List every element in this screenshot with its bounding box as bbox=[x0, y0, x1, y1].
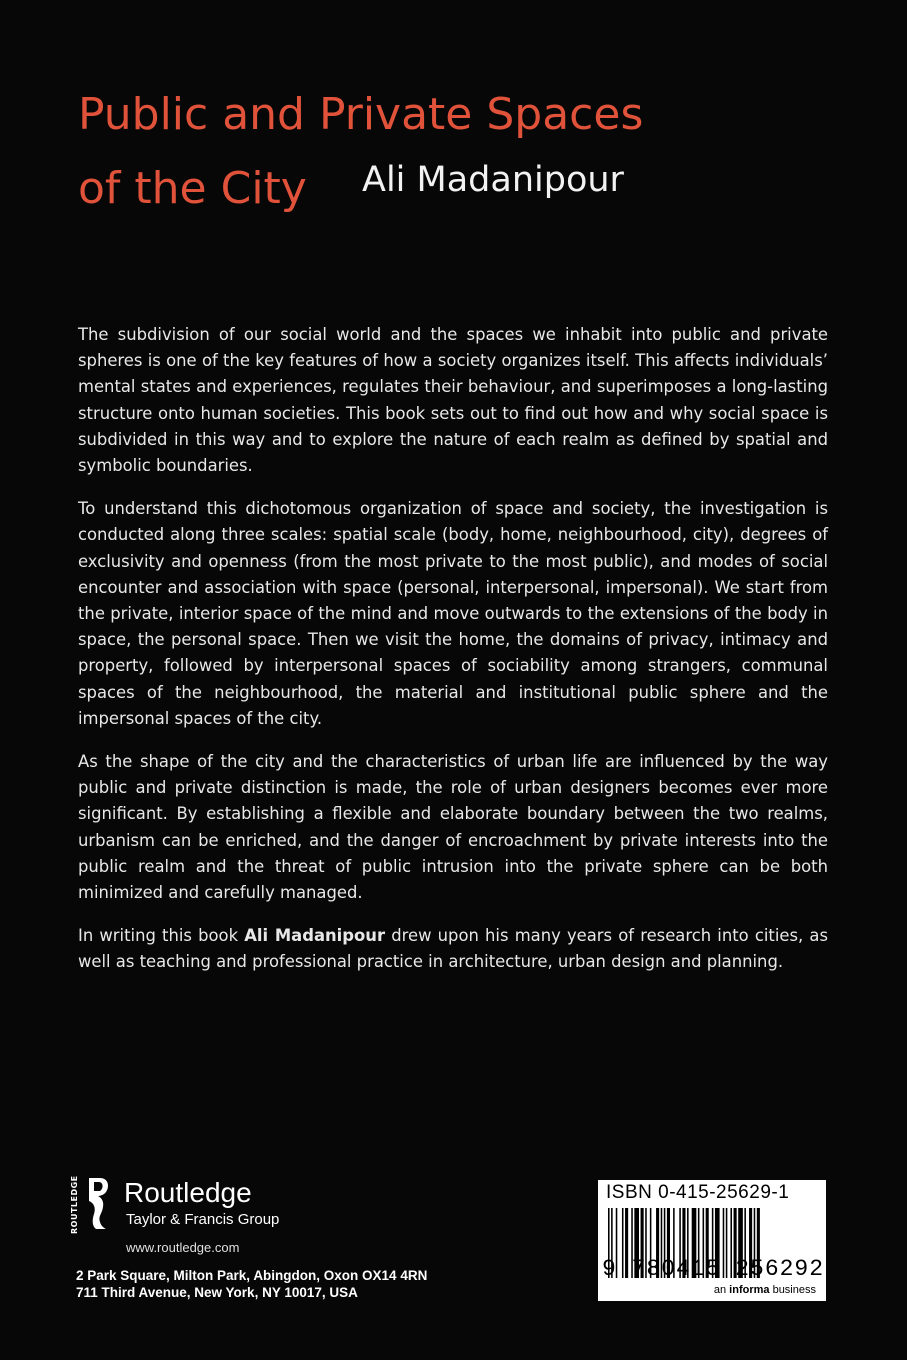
address-line-1: 2 Park Square, Milton Park, Abingdon, Oxon OX14 4RN bbox=[76, 1268, 428, 1283]
book-title bbox=[78, 78, 643, 226]
informa-name: informa bbox=[729, 1284, 770, 1296]
book-description bbox=[78, 322, 828, 993]
publisher-name: Routledge bbox=[124, 1177, 252, 1208]
description-paragraph-2: To understand this dichotomous organization of space and society, the investigation is conducted along three scales: spatial scale (body, home, neighbourhood, city), degrees of exclusivity and openness (from the most private to the most public), and modes of social encounter and association with space (personal, interpersonal, impersonal). We start from the private, interior space of the mind and move outwards to the extensions of the body in space, the personal space. Then we visit the home, the domains of privacy, intimacy and property, followed by interpersonal spaces of sociability among strangers, communal spaces of the neighbourhood, the material and institutional public sphere and the impersonal spaces of the city. bbox=[78, 499, 828, 728]
book-author: Ali Madanipour bbox=[362, 160, 624, 200]
isbn-barcode bbox=[598, 1180, 826, 1301]
publisher-website: www.routledge.com bbox=[126, 1240, 240, 1255]
ean-number: 9 780415 256292 bbox=[602, 1256, 825, 1282]
informa-suffix: business bbox=[769, 1284, 816, 1296]
routledge-logo-icon bbox=[86, 1176, 114, 1232]
book-title-line-2: of the City bbox=[78, 163, 307, 214]
informa-business-label bbox=[714, 1284, 816, 1296]
routledge-vertical-wordmark: ROUTLEDGE bbox=[70, 1175, 79, 1234]
description-paragraph-4 bbox=[78, 923, 828, 975]
informa-prefix: an bbox=[713, 1284, 730, 1296]
description-paragraph-3: As the shape of the city and the characteristics of urban life are influenced by the way public and private distinction is made, the role of urban designers becomes ever more significant. By establishing a flexible and elaborate boundary between the two realms, urbanism can be enriched, and the danger of encroachment by private interests into the public realm and the threat of public intrusion into the private sphere can be both minimized and carefully managed. bbox=[78, 752, 828, 903]
publisher-group: Taylor & Francis Group bbox=[126, 1211, 280, 1228]
author-note-rest: drew upon his many years of research into cities, as well as teaching and professional practice in architecture, urban design and planning. bbox=[78, 926, 828, 972]
author-note-lead: In writing this book bbox=[78, 926, 245, 946]
isbn-number: ISBN 0-415-25629-1 bbox=[606, 1182, 790, 1203]
description-paragraph-1: The subdivision of our social world and the spaces we inhabit into public and private spheres is one of the key features of how a society organizes itself. This affects individuals’ mental states and experiences, regulates their behaviour, and superimposes a long-lasting structure onto human societies. This book sets out to find out how and why social space is subdivided in this way and to explore the nature of each realm as defined by spatial and symbolic boundaries. bbox=[78, 325, 828, 476]
book-title-line-1: Public and Private Spaces bbox=[78, 89, 644, 140]
address-line-2: 711 Third Avenue, New York, NY 10017, USA bbox=[76, 1285, 358, 1300]
publisher-address bbox=[76, 1267, 427, 1301]
author-note-name: Ali Madanipour bbox=[244, 926, 386, 946]
